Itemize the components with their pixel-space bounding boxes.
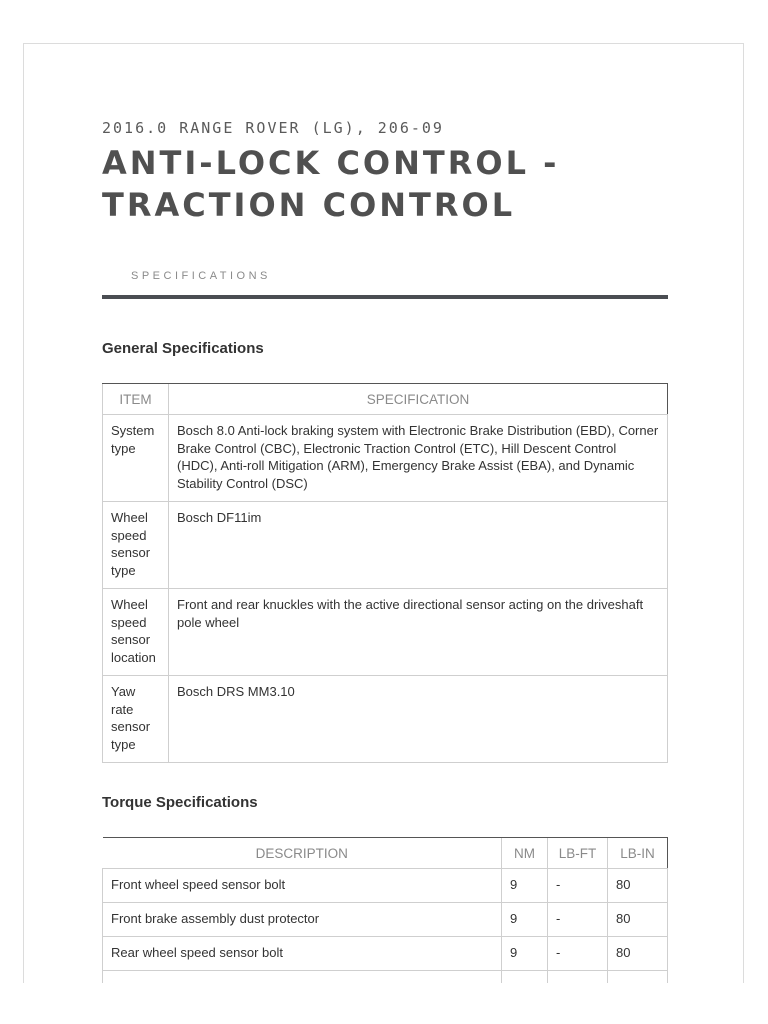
column-header-nm: NM (502, 838, 548, 869)
row-description: Rear wheel speed sensor bolt (103, 937, 502, 971)
row-nm: 9 (502, 937, 548, 971)
row-lb-ft: - (548, 937, 608, 971)
section-label: SPECIFICATIONS (131, 270, 271, 282)
document-page (23, 43, 744, 983)
table-row (103, 502, 668, 589)
column-header-item: ITEM (103, 384, 169, 415)
row-lb-ft-partial (548, 971, 608, 984)
page-title: ANTI-LOCK CONTROL - TRACTION CONTROL (102, 144, 560, 224)
table-row (103, 937, 668, 971)
general-specifications-table (102, 383, 668, 763)
row-description: Front brake assembly dust protector (103, 903, 502, 937)
row-nm-partial (502, 971, 548, 984)
torque-specifications-table (102, 837, 668, 983)
section-divider (102, 295, 668, 299)
row-description: Front wheel speed sensor bolt (103, 869, 502, 903)
table-header-row (103, 838, 668, 869)
row-lb-in: 80 (608, 903, 668, 937)
table-row (103, 903, 668, 937)
row-description-partial (103, 971, 502, 984)
row-item: Yaw rate sensor type (103, 676, 169, 763)
row-lb-ft: - (548, 903, 608, 937)
row-specification: Front and rear knuckles with the active directional sensor acting on the driveshaft pole wheel (169, 589, 668, 676)
torque-specifications-heading: Torque Specifications (102, 794, 258, 811)
row-item: Wheel speed sensor type (103, 502, 169, 589)
row-nm: 9 (502, 903, 548, 937)
column-header-lb-in: LB-IN (608, 838, 668, 869)
row-lb-in: 80 (608, 869, 668, 903)
table-row (103, 869, 668, 903)
table-row (103, 415, 668, 502)
table-row-partial (103, 971, 668, 984)
row-item: Wheel speed sensor location (103, 589, 169, 676)
table-row (103, 589, 668, 676)
table-row (103, 676, 668, 763)
column-header-description: DESCRIPTION (103, 838, 502, 869)
row-lb-in: 80 (608, 937, 668, 971)
row-lb-in-partial (608, 971, 668, 984)
row-specification: Bosch DF11im (169, 502, 668, 589)
general-specifications-heading: General Specifications (102, 340, 264, 357)
table-header-row (103, 384, 668, 415)
row-specification: Bosch DRS MM3.10 (169, 676, 668, 763)
row-nm: 9 (502, 869, 548, 903)
row-item: System type (103, 415, 169, 502)
document-subtitle: 2016.0 RANGE ROVER (LG), 206-09 (102, 119, 444, 137)
column-header-lb-ft: LB-FT (548, 838, 608, 869)
column-header-specification: SPECIFICATION (169, 384, 668, 415)
row-specification: Bosch 8.0 Anti-lock braking system with Electronic Brake Distribution (EBD), Corner Brake Control (CBC), Electronic Traction Control (ETC), Hill Descent Control (HDC), Anti-roll Mitigation (ARM), Emergency Brake Assist (EBA), and Dynamic Stability Control (DSC) (169, 415, 668, 502)
row-lb-ft: - (548, 869, 608, 903)
